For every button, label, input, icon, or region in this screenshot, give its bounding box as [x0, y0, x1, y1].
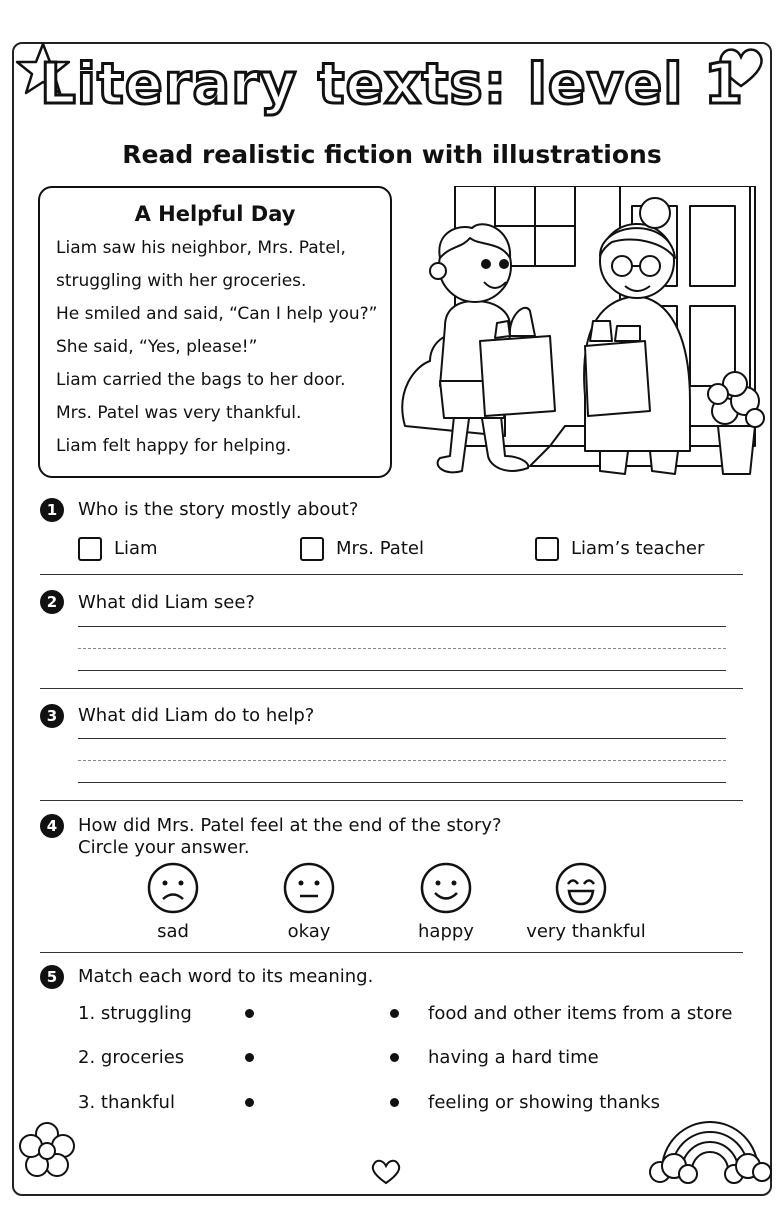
page-subtitle: Read realistic fiction with illustrations	[122, 140, 662, 169]
choice-label: Liam	[114, 538, 158, 559]
story-line: He smiled and said, “Can I help you?”	[56, 304, 378, 324]
checkbox-liam[interactable]	[78, 537, 102, 561]
story-box	[38, 186, 392, 478]
story-line: Liam saw his neighbor, Mrs. Patel,	[56, 238, 346, 258]
match-word: 1. struggling	[78, 1003, 192, 1024]
answer-line-dashed	[78, 760, 726, 761]
face-label-very-thankful: very thankful	[526, 921, 646, 942]
sad-face-icon[interactable]	[147, 862, 199, 914]
flower-icon	[16, 1120, 78, 1182]
match-dot-left[interactable]	[245, 1053, 254, 1062]
answer-line[interactable]	[78, 738, 726, 739]
section-divider	[40, 800, 743, 801]
story-line: struggling with her groceries.	[56, 271, 307, 291]
answer-line[interactable]	[78, 626, 726, 627]
match-meaning: feeling or showing thanks	[428, 1092, 660, 1113]
section-divider	[40, 688, 743, 689]
story-line: She said, “Yes, please!”	[56, 337, 258, 357]
match-dot-right[interactable]	[390, 1053, 399, 1062]
story-line: Liam felt happy for helping.	[56, 436, 292, 456]
face-label-okay: okay	[287, 921, 331, 942]
story-illustration	[400, 186, 765, 486]
question-3-text: What did Liam do to help?	[78, 705, 315, 726]
rainbow-icon	[648, 1100, 772, 1186]
face-label-sad: sad	[157, 921, 189, 942]
question-number-1: 1	[40, 498, 64, 522]
answer-line[interactable]	[78, 782, 726, 783]
face-label-happy: happy	[418, 921, 474, 942]
small-heart-icon	[370, 1158, 402, 1186]
choice-label: Liam’s teacher	[571, 538, 705, 559]
match-word: 2. groceries	[78, 1047, 185, 1068]
match-dot-right[interactable]	[390, 1098, 399, 1107]
happy-face-icon[interactable]	[420, 862, 472, 914]
match-word: 3. thankful	[78, 1092, 175, 1113]
match-dot-left[interactable]	[245, 1009, 254, 1018]
neutral-face-icon[interactable]	[283, 862, 335, 914]
answer-line-dashed	[78, 648, 726, 649]
question-number-3: 3	[40, 704, 64, 728]
grinning-face-icon[interactable]	[555, 862, 607, 914]
question-5-text: Match each word to its meaning.	[78, 966, 374, 987]
section-divider	[40, 574, 743, 575]
question-number-4: 4	[40, 814, 64, 838]
story-line: Mrs. Patel was very thankful.	[56, 403, 302, 423]
choice-label: Mrs. Patel	[336, 538, 424, 559]
answer-line[interactable]	[78, 670, 726, 671]
question-number-5: 5	[40, 965, 64, 989]
question-2-text: What did Liam see?	[78, 592, 255, 613]
question-1-text: Who is the story mostly about?	[78, 499, 359, 520]
section-divider	[40, 952, 743, 953]
page-title: Literary texts: level 1	[40, 52, 744, 117]
match-meaning: food and other items from a store	[428, 1003, 733, 1024]
match-dot-right[interactable]	[390, 1009, 399, 1018]
question-4-text: How did Mrs. Patel feel at the end of the story?	[78, 815, 502, 836]
checkbox-mrs-patel[interactable]	[300, 537, 324, 561]
question-number-2: 2	[40, 590, 64, 614]
match-dot-left[interactable]	[245, 1098, 254, 1107]
checkbox-liams-teacher[interactable]	[535, 537, 559, 561]
story-title: A Helpful Day	[134, 202, 296, 226]
story-line: Liam carried the bags to her door.	[56, 370, 346, 390]
match-meaning: having a hard time	[428, 1047, 599, 1068]
question-4-instruction: Circle your answer.	[78, 837, 250, 858]
